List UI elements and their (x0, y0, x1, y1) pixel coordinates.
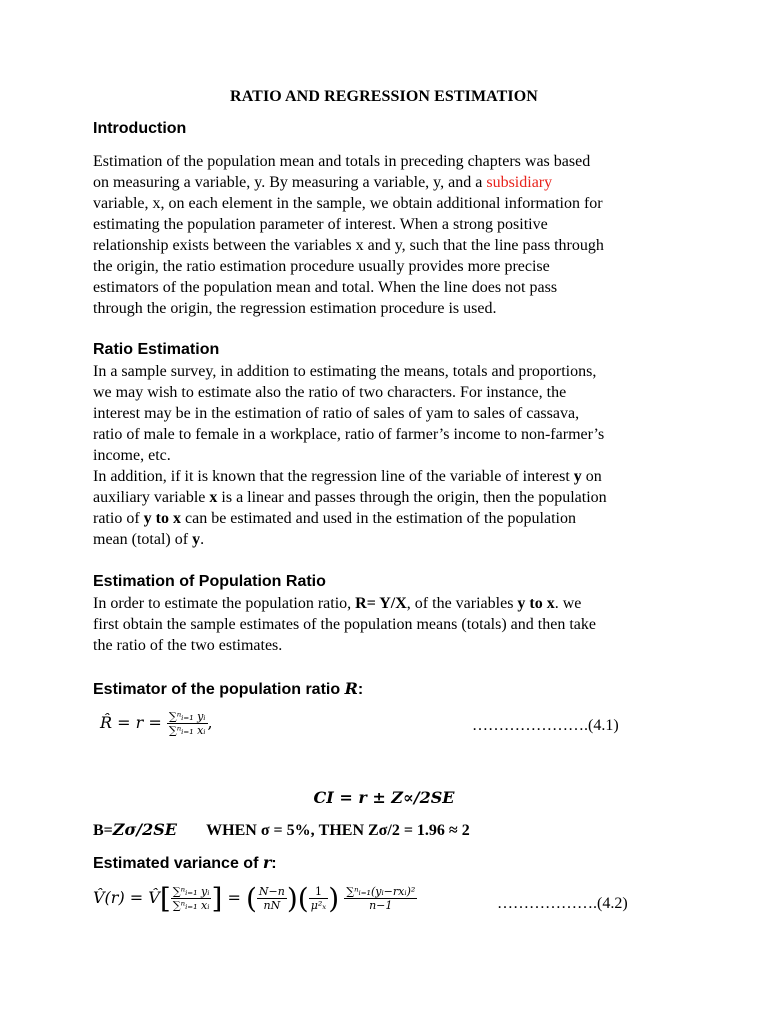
ratio-estimation-heading: Ratio Estimation (93, 341, 220, 358)
equation-4-1 (100, 710, 213, 737)
fraction-denominator: ∑ⁿᵢ₌₁ xᵢ (168, 724, 206, 737)
text-span: : (271, 855, 277, 872)
text-span: , of the variables (406, 595, 518, 612)
bound-formula: Zσ/2SE (112, 820, 177, 839)
variance-heading (93, 853, 277, 873)
pop-line-3: the ratio of the two estimates. (93, 637, 283, 654)
text-span: : (357, 681, 364, 698)
pop-line-1 (93, 593, 683, 614)
bold-term: y (573, 468, 582, 485)
page-title: RATIO AND REGRESSION ESTIMATION (230, 88, 538, 105)
bold-term: x (209, 489, 218, 506)
intro-line-7: estimators of the population mean and total. When the line does not pass (93, 279, 558, 296)
estimator-heading (93, 679, 363, 699)
equation-number-4-2: ……………….(4.2) (497, 895, 628, 912)
fraction-numerator: ∑ⁿᵢ₌₁(yᵢ−rxᵢ)² (346, 885, 416, 898)
bold-term: y to x (143, 510, 181, 527)
introduction-paragraph (93, 151, 683, 319)
intro-line-2 (93, 172, 683, 193)
fraction-denominator: ∑ⁿᵢ₌₁ xᵢ (172, 899, 210, 912)
intro-line-8: through the origin, the regression estimation procedure is used. (93, 300, 497, 317)
text-span: ratio of (93, 510, 144, 527)
ratio-line-2: we may wish to estimate also the ratio of two characters. For instance, the (93, 384, 567, 401)
text-span: , (207, 713, 213, 732)
fraction (309, 885, 328, 912)
equation-lhs: V̂(r) = V̂ (93, 888, 160, 907)
ratio-line-1: In a sample survey, in addition to estimating the means, totals and proportions, (93, 363, 597, 380)
fraction-numerator: ∑ⁿᵢ₌₁ yᵢ (168, 710, 206, 723)
fraction (171, 885, 212, 912)
text-span: mean (total) of (93, 531, 193, 548)
intro-line-3: variable, x, on each element in the sample, we obtain additional information for (93, 195, 603, 212)
intro-line-5: relationship exists between the variables x and y, such that the line pass through (93, 237, 604, 254)
ratio-line-9 (93, 529, 683, 550)
text-span: . (200, 531, 205, 548)
fraction-numerator: ∑ⁿᵢ₌₁ yᵢ (172, 885, 210, 898)
fraction (257, 885, 287, 912)
intro-line-2-text: on measuring a variable, y. By measuring a variable, y, and a (93, 174, 487, 191)
fraction (167, 710, 208, 737)
equals-sign: = (227, 888, 241, 907)
bold-term: y to x (517, 595, 555, 612)
ratio-line-6 (93, 466, 683, 487)
highlighted-word: subsidiary (486, 174, 553, 191)
ratio-line-4: ratio of male to female in a workplace, ratio of farmer’s income to non-farmer’s (93, 426, 605, 443)
population-ratio-heading: Estimation of Population Ratio (93, 573, 326, 590)
ratio-line-8 (93, 508, 683, 529)
fraction-numerator: N−n (258, 885, 285, 898)
introduction-heading: Introduction (93, 120, 187, 137)
ratio-line-7 (93, 487, 683, 508)
intro-line-4: estimating the population parameter of interest. When a strong positive (93, 216, 548, 233)
text-span: In order to estimate the population ratio, (93, 595, 356, 612)
text-span: Estimator of the population ratio (93, 681, 345, 698)
text-span: Estimated variance of (93, 855, 263, 872)
text-span: is a linear and passes through the origin, then the population (217, 489, 607, 506)
fraction-denominator: μ²ₓ (310, 899, 327, 912)
population-ratio-paragraph (93, 593, 683, 656)
equation-number-4-1: ………………….(4.1) (472, 717, 619, 734)
text-span: . we (554, 595, 582, 612)
bound-formula-line (93, 820, 470, 840)
ratio-estimation-paragraph (93, 361, 683, 550)
ratio-line-3: interest may be in the estimation of ratio of sales of yam to sales of cassava, (93, 405, 580, 422)
intro-line-1: Estimation of the population mean and totals in preceding chapters was based (93, 153, 591, 170)
fraction-denominator: n−1 (369, 899, 393, 912)
text-span: auxiliary variable (93, 489, 210, 506)
bound-label: B= (93, 822, 113, 839)
equation-lhs: R̂ = r = (100, 713, 162, 732)
fraction (344, 885, 417, 912)
text-span: on (581, 468, 602, 485)
math-symbol: R (344, 679, 358, 698)
bold-term: y (192, 531, 201, 548)
fraction-denominator: nN (263, 899, 281, 912)
equation-4-2: V̂(r) = V̂[ $\frac{\text{∑ⁿᵢ₌₁ yᵢ}}{\text{∑ⁿᵢ₌₁ xᵢ}}$ ] = ( $\frac{N-n}{nN}$ )( $\frac{1}{\text{μ²ₓ}}$ ) $\frac{\text{∑ⁿᵢ₌₁(yᵢ−rxᵢ)²}}{n-1}$ (93, 882, 416, 915)
text-span: can be estimated and used in the estimation of the population (180, 510, 576, 527)
text-span: In addition, if it is known that the regression line of the variable of interest (93, 468, 574, 485)
intro-line-6: the origin, the ratio estimation procedure usually provides more precise (93, 258, 550, 275)
ratio-line-5: income, etc. (93, 447, 171, 464)
bold-term: R= Y/X (355, 595, 407, 612)
confidence-interval-formula: CI = r ± Z∝/2SE (313, 788, 455, 807)
when-condition: WHEN σ = 5%, THEN Zσ/2 = 1.96 ≈ 2 (206, 822, 470, 839)
math-symbol: r (262, 853, 272, 872)
pop-line-2: first obtain the sample estimates of the population means (totals) and then take (93, 616, 596, 633)
fraction-numerator: 1 (309, 885, 328, 899)
